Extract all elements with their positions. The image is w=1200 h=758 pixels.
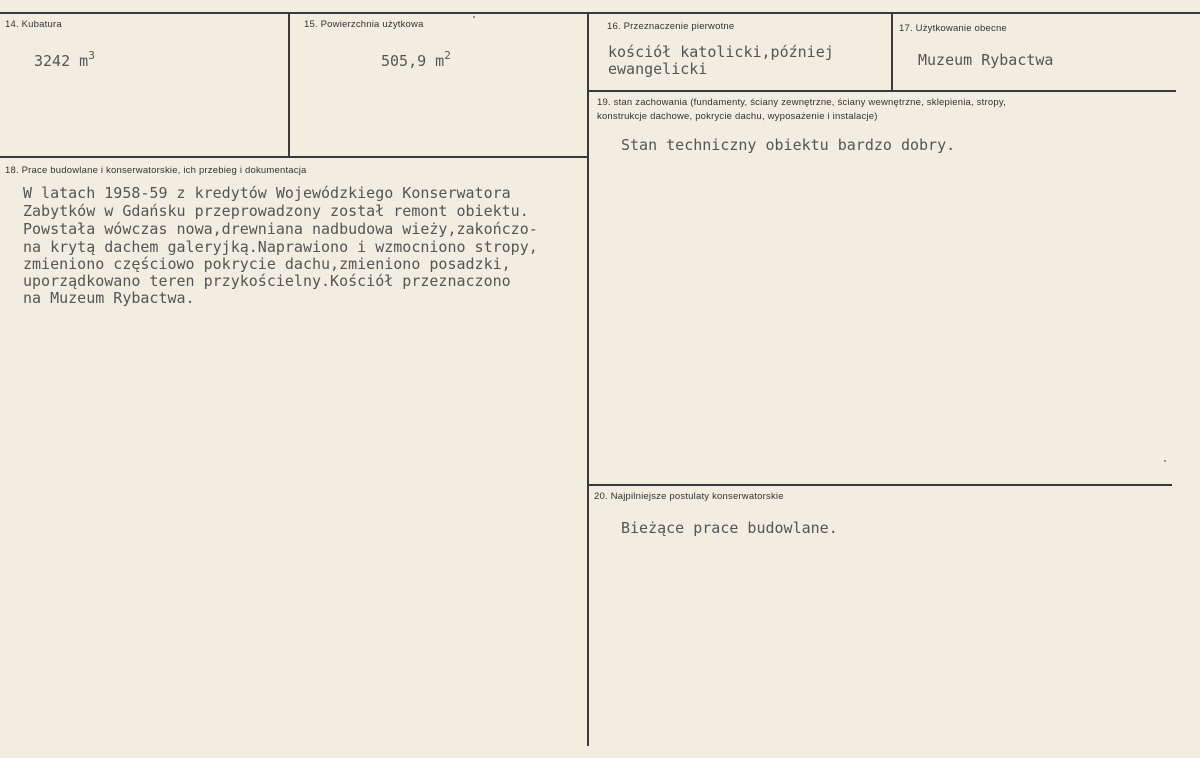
field-18-line: Powstała wówczas nowa,drewniana nadbudowa wieży,zakończo- (23, 220, 538, 238)
field-17-value: Muzeum Rybactwa (918, 51, 1054, 69)
field-18-line: na krytą dachem galeryjką.Naprawiono i wzmocniono stropy, (23, 238, 538, 256)
scan-speck (473, 16, 475, 18)
field-19-label-line2: konstrukcje dachowe, pokrycie dachu, wyposażenie i instalacje) (597, 111, 878, 122)
field-14-number: 3242 m (34, 52, 89, 70)
field-14-label: 14. Kubatura (5, 19, 62, 30)
field-18-line: zmieniono częściowo pokrycie dachu,zmieniono posadzki, (23, 255, 511, 273)
field-19-value: Stan techniczny obiektu bardzo dobry. (621, 136, 956, 154)
field20-top-rule (588, 484, 1172, 486)
field-15-exponent: 2 (444, 49, 451, 62)
field-17-label: 17. Użytkowanie obecne (899, 23, 1007, 34)
field-15-label: 15. Powierzchnia użytkowa (304, 19, 424, 30)
field-18-label: 18. Prace budowlane i konserwatorskie, ich przebieg i dokumentacja (5, 165, 307, 176)
field-18-line: na Muzeum Rybactwa. (23, 289, 195, 307)
field-15-number: 505,9 m (381, 52, 445, 70)
field-20-value: Bieżące prace budowlane. (621, 519, 838, 537)
field-18-line: uporządkowano teren przykościelny.Kościół przeznaczono (23, 272, 511, 290)
field-16-value-line1: kościół katolicki,później (608, 43, 834, 61)
field-20-label: 20. Najpilniejsze postulaty konserwatorskie (594, 491, 784, 502)
field-19-label-line1: 19. stan zachowania (fundamenty, ściany zewnętrzne, ściany wewnętrzne, sklepienia, stropy, (597, 97, 1006, 108)
top-rule (0, 12, 1200, 14)
field-18-line: Zabytków w Gdańsku przeprowadzony został remont obiektu. (23, 202, 529, 220)
row1-bottom-rule-left (0, 156, 588, 158)
divider-14-15 (288, 12, 290, 156)
field-16-value-line2: ewangelicki (608, 60, 708, 78)
divider-16-17 (891, 12, 893, 90)
field-14-exponent: 3 (88, 49, 95, 62)
center-divider (587, 12, 589, 746)
row1-bottom-rule-right (588, 90, 1176, 92)
field-14-value (34, 49, 95, 71)
scan-speck (1164, 460, 1166, 462)
field-16-label: 16. Przeznaczenie pierwotne (607, 21, 735, 32)
field-15-value (381, 49, 451, 71)
field-18-line: W latach 1958-59 z kredytów Wojewódzkiego Konserwatora (23, 184, 511, 202)
